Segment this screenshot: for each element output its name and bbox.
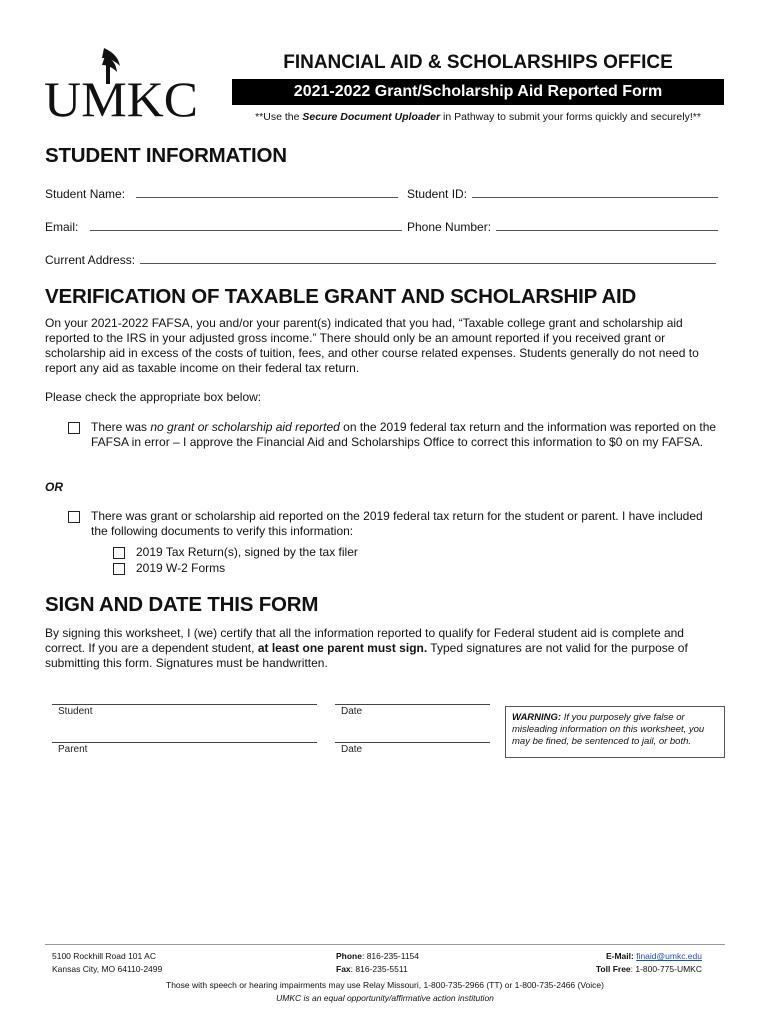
- phone-label: Phone Number:: [407, 220, 492, 234]
- footer-phone-fax: Phone: 816-235-1154 Fax: 816-235-5511: [336, 951, 420, 974]
- student-signature-line[interactable]: [52, 704, 317, 705]
- student-name-row: [45, 186, 400, 201]
- tax-return-label: 2019 Tax Return(s), signed by the tax filer: [136, 545, 358, 559]
- address-row: [45, 252, 718, 267]
- footer-address: 5100 Rockhill Road 101 AC Kansas City, MO 64110-2499: [52, 951, 163, 974]
- student-info-heading: STUDENT INFORMATION: [45, 144, 287, 167]
- email-link[interactable]: finaid@umkc.edu: [636, 951, 702, 961]
- email-row: [45, 219, 404, 234]
- or-label: OR: [45, 480, 63, 494]
- verification-intro: On your 2021-2022 FAFSA, you and/or your parent(s) indicated that you had, “Taxable college grant and scholarship aid reported to the IRS in your adjusted gross income.” There should only be an amount reported if you received grant or scholarship aid in excess of the costs of tuition, fees, and other course related expenses. Students generally do not need to report any aid as taxable income on their federal tax return.: [45, 316, 699, 375]
- student-id-field[interactable]: [472, 186, 718, 198]
- student-id-label: Student ID:: [407, 187, 468, 201]
- option-no-aid-text: There was no grant or scholarship aid reported on the 2019 federal tax return and the information was reported on the FAFSA in error – I approve the Financial Aid and Scholarships Office to correct this information to $0 on my FAFSA.: [91, 420, 717, 449]
- equal-opportunity-note: UMKC is an equal opportunity/affirmative action institution: [276, 993, 494, 1003]
- option-aid-reported-text: There was grant or scholarship aid reported on the 2019 federal tax return for the student or parent. I have included the following documents to verify this information:: [91, 509, 703, 538]
- parent-date-label: Date: [341, 744, 363, 755]
- option-no-aid-checkbox[interactable]: [68, 422, 80, 434]
- parent-signature-line[interactable]: [52, 742, 317, 743]
- umkc-logo-graphic: [44, 46, 200, 120]
- phone-row: [407, 219, 720, 234]
- option-aid-reported-checkbox[interactable]: [68, 511, 80, 523]
- email-label: Email:: [45, 220, 79, 234]
- umkc-logo: [44, 46, 200, 120]
- relay-note: Those with speech or hearing impairments may use Relay Missouri, 1-800-735-2966 (TT) or 1-800-735-2466 (Voice): [166, 980, 604, 990]
- student-name-field[interactable]: [136, 186, 398, 198]
- verification-heading: VERIFICATION OF TAXABLE GRANT AND SCHOLARSHIP AID: [45, 285, 637, 308]
- phone-field[interactable]: [496, 219, 718, 231]
- w2-label: 2019 W-2 Forms: [136, 561, 226, 575]
- student-date-line[interactable]: [335, 704, 490, 705]
- sign-statement: By signing this worksheet, I (we) certify that all the information reported to qualify for Federal student aid is complete and correct. If you are a dependent student, at least one parent must sign. Typed signatures are not valid for the purpose of submitting this form. Signatures must be handwritten.: [45, 626, 688, 670]
- office-title: FINANCIAL AID & SCHOLARSHIPS OFFICE: [283, 52, 673, 73]
- student-id-row: [407, 186, 720, 201]
- check-instruction: Please check the appropriate box below:: [45, 390, 262, 404]
- parent-date-line[interactable]: [335, 742, 490, 743]
- footer-divider: [45, 944, 725, 945]
- w2-checkbox[interactable]: [113, 563, 125, 575]
- sign-heading: SIGN AND DATE THIS FORM: [45, 593, 319, 616]
- warning-box: WARNING: If you purposely give false or misleading information on this worksheet, you may be fined, be sentenced to jail, or both.: [505, 706, 725, 758]
- footer-contact: E-Mail: finaid@umkc.edu Toll Free: 1-800-775-UMKC: [595, 951, 702, 974]
- student-date-label: Date: [341, 706, 363, 717]
- tax-return-checkbox[interactable]: [113, 547, 125, 559]
- address-label: Current Address:: [45, 253, 136, 267]
- logo-text: UMKC: [44, 71, 198, 120]
- form-title-banner: 2021-2022 Grant/Scholarship Aid Reported Form: [232, 79, 724, 105]
- uploader-note: **Use the Secure Document Uploader in Pathway to submit your forms quickly and securely!**: [255, 111, 701, 123]
- email-field[interactable]: [90, 219, 402, 231]
- student-signature-label: Student: [58, 706, 93, 717]
- student-name-label: Student Name:: [45, 187, 126, 201]
- parent-signature-label: Parent: [58, 744, 88, 755]
- address-field[interactable]: [140, 252, 716, 264]
